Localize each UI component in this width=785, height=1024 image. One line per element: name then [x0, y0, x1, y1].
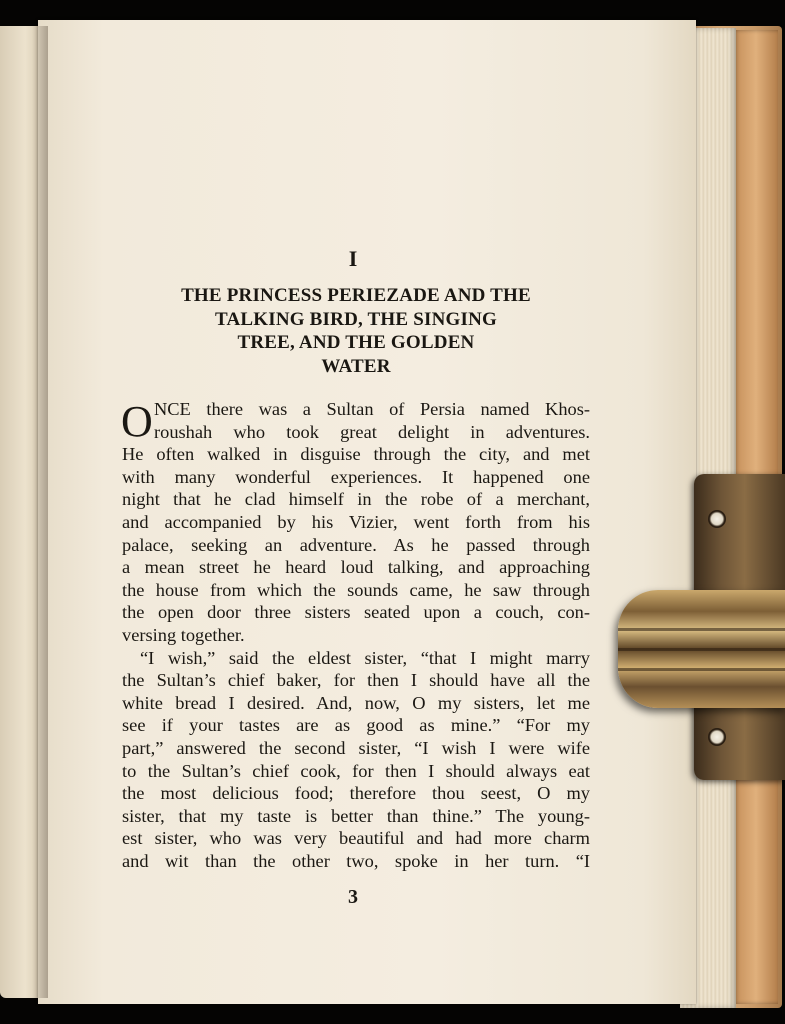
clasp-ridge	[618, 668, 785, 671]
text-line: and accompanied by his Vizier, went forth from his	[122, 511, 590, 532]
text-line: est sister, who was very beautiful and had more charm	[122, 828, 590, 849]
clasp-rivet-hole-icon	[708, 510, 726, 528]
text-line: with many wonderful experiences. It happened one	[122, 466, 590, 487]
text-line: see if your tastes are as good as mine.” “For my	[122, 715, 590, 736]
text-line: to the Sultan’s chief cook, for then I should always eat	[122, 760, 590, 781]
text-line: a mean street he heard loud talking, and approaching	[122, 557, 590, 578]
text-line: palace, seeking an adventure. As he passed through	[122, 534, 590, 555]
text-line: sister, that my taste is better than thine.” The young-	[122, 805, 590, 826]
text-line: and wit than the other two, spoke in her turn. “I	[122, 850, 590, 871]
text-line: He often walked in disguise through the city, and met	[122, 444, 590, 465]
chapter-title-line: TALKING BIRD, THE SINGING	[215, 308, 497, 330]
chapter-title-line: TREE, AND THE GOLDEN	[237, 332, 475, 353]
page-number: 3	[348, 886, 358, 908]
text-line: the house from which the sounds came, he saw through	[122, 579, 590, 600]
book-page	[38, 20, 696, 1004]
text-line: part,” answered the second sister, “I wish I were wife	[122, 737, 590, 758]
text-line: NCE there was a Sultan of Persia named Khos-	[154, 399, 590, 419]
chapter-title	[58, 284, 654, 378]
gutter-shadow	[32, 26, 48, 998]
drop-cap: O	[121, 397, 153, 446]
chapter-title-line: THE PRINCESS PERIEZADE AND THE	[181, 285, 531, 306]
text-line: roushah who took great delight in adventures.	[154, 421, 590, 442]
text-line: the most delicious food; therefore thou seest, O my	[122, 783, 590, 804]
chapter-title-line: WATER	[321, 355, 391, 377]
text-line: night that he clad himself in the robe of a merchant,	[122, 489, 590, 510]
text-line: the Sultan’s chief baker, for then I should have all the	[122, 670, 590, 691]
clasp-rivet-hole-icon	[708, 728, 726, 746]
story-text	[122, 398, 590, 872]
text-line: white bread I desired. And, now, O my sisters, let me	[122, 692, 590, 713]
text-line: the open door three sisters seated upon a couch, con-	[122, 602, 590, 623]
text-line: versing together.	[122, 624, 245, 645]
chapter-number: I	[348, 246, 358, 271]
clasp-ridge	[618, 648, 785, 651]
text-line: “I wish,” said the eldest sister, “that I might marry	[140, 647, 590, 668]
clasp-ridge	[618, 628, 785, 631]
